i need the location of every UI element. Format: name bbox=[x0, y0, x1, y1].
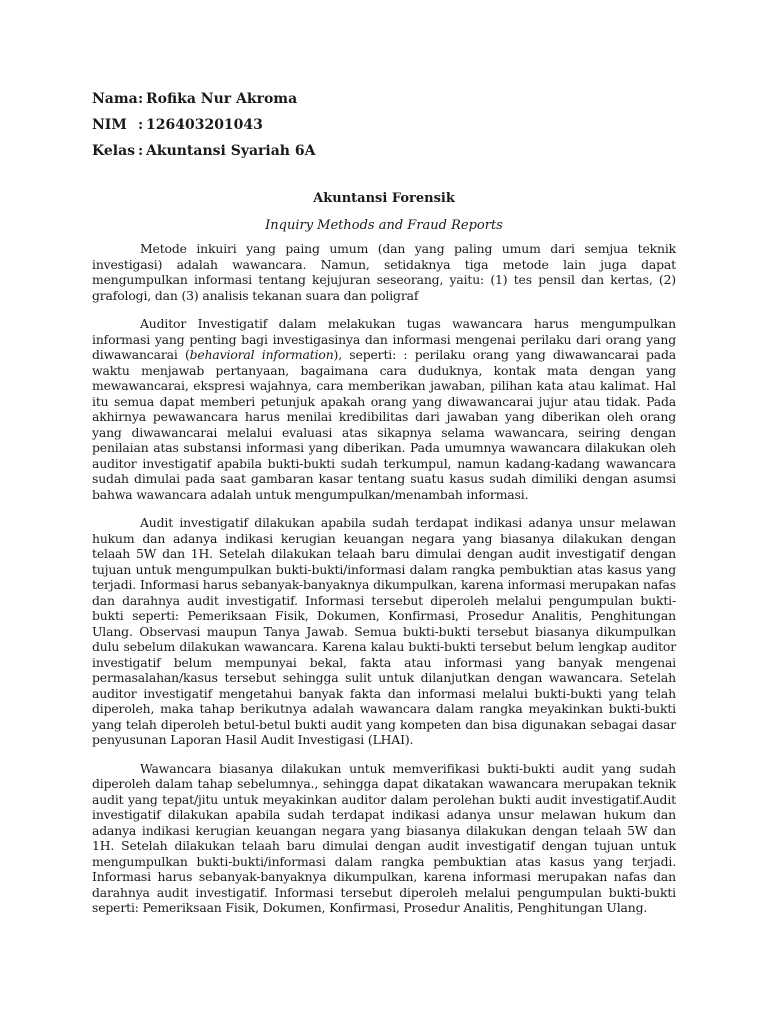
document-body bbox=[92, 241, 676, 929]
paragraph-2-part-a: Auditor Investigatif dalam melakukan tugas wawancara harus mengumpulkan informasi yang penting bagi investigasinya dan informasi mengenai perilaku dari orang yang diwawancarai ( bbox=[92, 316, 676, 362]
paragraph-2-italic: behavioral information bbox=[189, 347, 334, 362]
class-row bbox=[92, 138, 315, 164]
class-separator: : bbox=[138, 143, 144, 159]
paragraph-1: Metode inkuiri yang paing umum (dan yang paling umum dari semjua teknik investigasi) adalah wawancara. Namun, setidaknya tiga metode lain juga dapat mengumpulkan informasi tentang kejujuran seseorang, yaitu: (1) tes pensil dan kertas, (2) grafologi, dan (3) analisis tekanan suara dan poligraf bbox=[92, 241, 676, 303]
class-label: Kelas bbox=[92, 143, 136, 159]
nim-separator: : bbox=[138, 117, 144, 133]
document-title: Akuntansi Forensik bbox=[313, 191, 455, 206]
paragraph-2 bbox=[92, 316, 676, 502]
document-subtitle: Inquiry Methods and Fraud Reports bbox=[265, 218, 503, 233]
nim-label: NIM bbox=[92, 117, 127, 133]
name-value: Rofika Nur Akroma bbox=[146, 91, 298, 107]
paragraph-4: Wawancara biasanya dilakukan untuk memverifikasi bukti-bukti audit yang sudah diperoleh dalam tahap sebelumnya., sehingga dapat dikatakan wawancara merupakan teknik audit yang tepat/jitu untuk meyakinkan auditor dalam perolehan bukti audit investigatif.Audit investigatif dilakukan apabila sudah terdapat indikasi adanya unsur melawan hukum dan adanya indikasi kerugian keuangan negara yang biasanya dilakukan dengan telaah 5W dan 1H. Setelah dilakukan telaah baru dimulai dengan audit investigatif dengan tujuan untuk mengumpulkan bukti-bukti/informasi dalam rangka pembuktian atas kasus yang terjadi. Informasi harus sebanyak-banyaknya dikumpulkan, karena informasi merupakan nafas dan darahnya audit investigatif. Informasi tersebut diperoleh melalui pengumpulan bukti-bukti seperti: Pemeriksaan Fisik, Dokumen, Konfirmasi, Prosedur Analitis, Penghitungan Ulang. bbox=[92, 760, 676, 915]
nim-row bbox=[92, 112, 315, 138]
name-separator: : bbox=[138, 91, 144, 107]
class-value: Akuntansi Syariah 6A bbox=[146, 143, 316, 159]
name-label: Nama bbox=[92, 91, 138, 107]
paragraph-2-part-b: ), seperti: : perilaku orang yang diwawancarai pada waktu menjawab pertanyaan, bagaimana cara duduknya, kontak mata dengan yang mewawancarai, ekspresi wajahnya, cara memberikan jawaban, pilihan kata atau kalimat. Hal itu semua dapat memberi petunjuk apakah orang yang diwawancarai jujur atau tidak. Pada akhirnya pewawancara harus menilai kredibilitas dari jawaban yang diberikan oleh orang yang diwawancarai melalui evaluasi atas sikapnya selama wawancara, seiring dengan penilaian atas substansi informasi yang diberikan. Pada umumnya wawancara dilakukan oleh auditor investigatif apabila bukti-bukti sudah terkumpul, namun kadang-kadang wawancara sudah dimulai pada saat gambaran kasar tentang suatu kasus sudah dimiliki dengan asumsi bahwa wawancara adalah untuk mengumpulkan/menambah informasi. bbox=[92, 347, 676, 502]
name-row bbox=[92, 86, 315, 112]
nim-value: 126403201043 bbox=[146, 117, 263, 133]
paragraph-3: Audit investigatif dilakukan apabila sudah terdapat indikasi adanya unsur melawan hukum dan adanya indikasi kerugian keuangan negara yang biasanya dilakukan dengan telaah 5W dan 1H. Setelah dilakukan telaah baru dimulai dengan audit investigatif dengan tujuan untuk mengumpulkan bukti-bukti/informasi dalam rangka pembuktian atas kasus yang terjadi. Informasi harus sebanyak-banyaknya dikumpulkan, karena informasi merupakan nafas dan darahnya audit investigatif. Informasi tersebut diperoleh melalui pengumpulan bukti-bukti seperti: Pemeriksaan Fisik, Dokumen, Konfirmasi, Prosedur Analitis, Penghitungan Ulang. Observasi maupun Tanya Jawab. Semua bukti-bukti tersebut biasanya dikumpulkan dulu sebelum dilakukan wawancara. Karena kalau bukti-bukti tersebut belum lengkap auditor investigatif belum mempunyai bekal, fakta atau informasi yang banyak mengenai permasalahan/kasus tersebut sehingga sulit untuk dilanjutkan dengan wawancara. Setelah auditor investigatif mengetahui banyak fakta dan informasi melalui bukti-bukti yang telah diperoleh, maka tahap berikutnya adalah wawancara dalam rangka meyakinkan bukti-bukti yang telah diperoleh betul-betul bukti audit yang kompeten dan bisa digunakan sebagai dasar penyusunan Laporan Hasil Audit Investigasi (LHAI). bbox=[92, 515, 676, 747]
student-info bbox=[92, 86, 315, 164]
